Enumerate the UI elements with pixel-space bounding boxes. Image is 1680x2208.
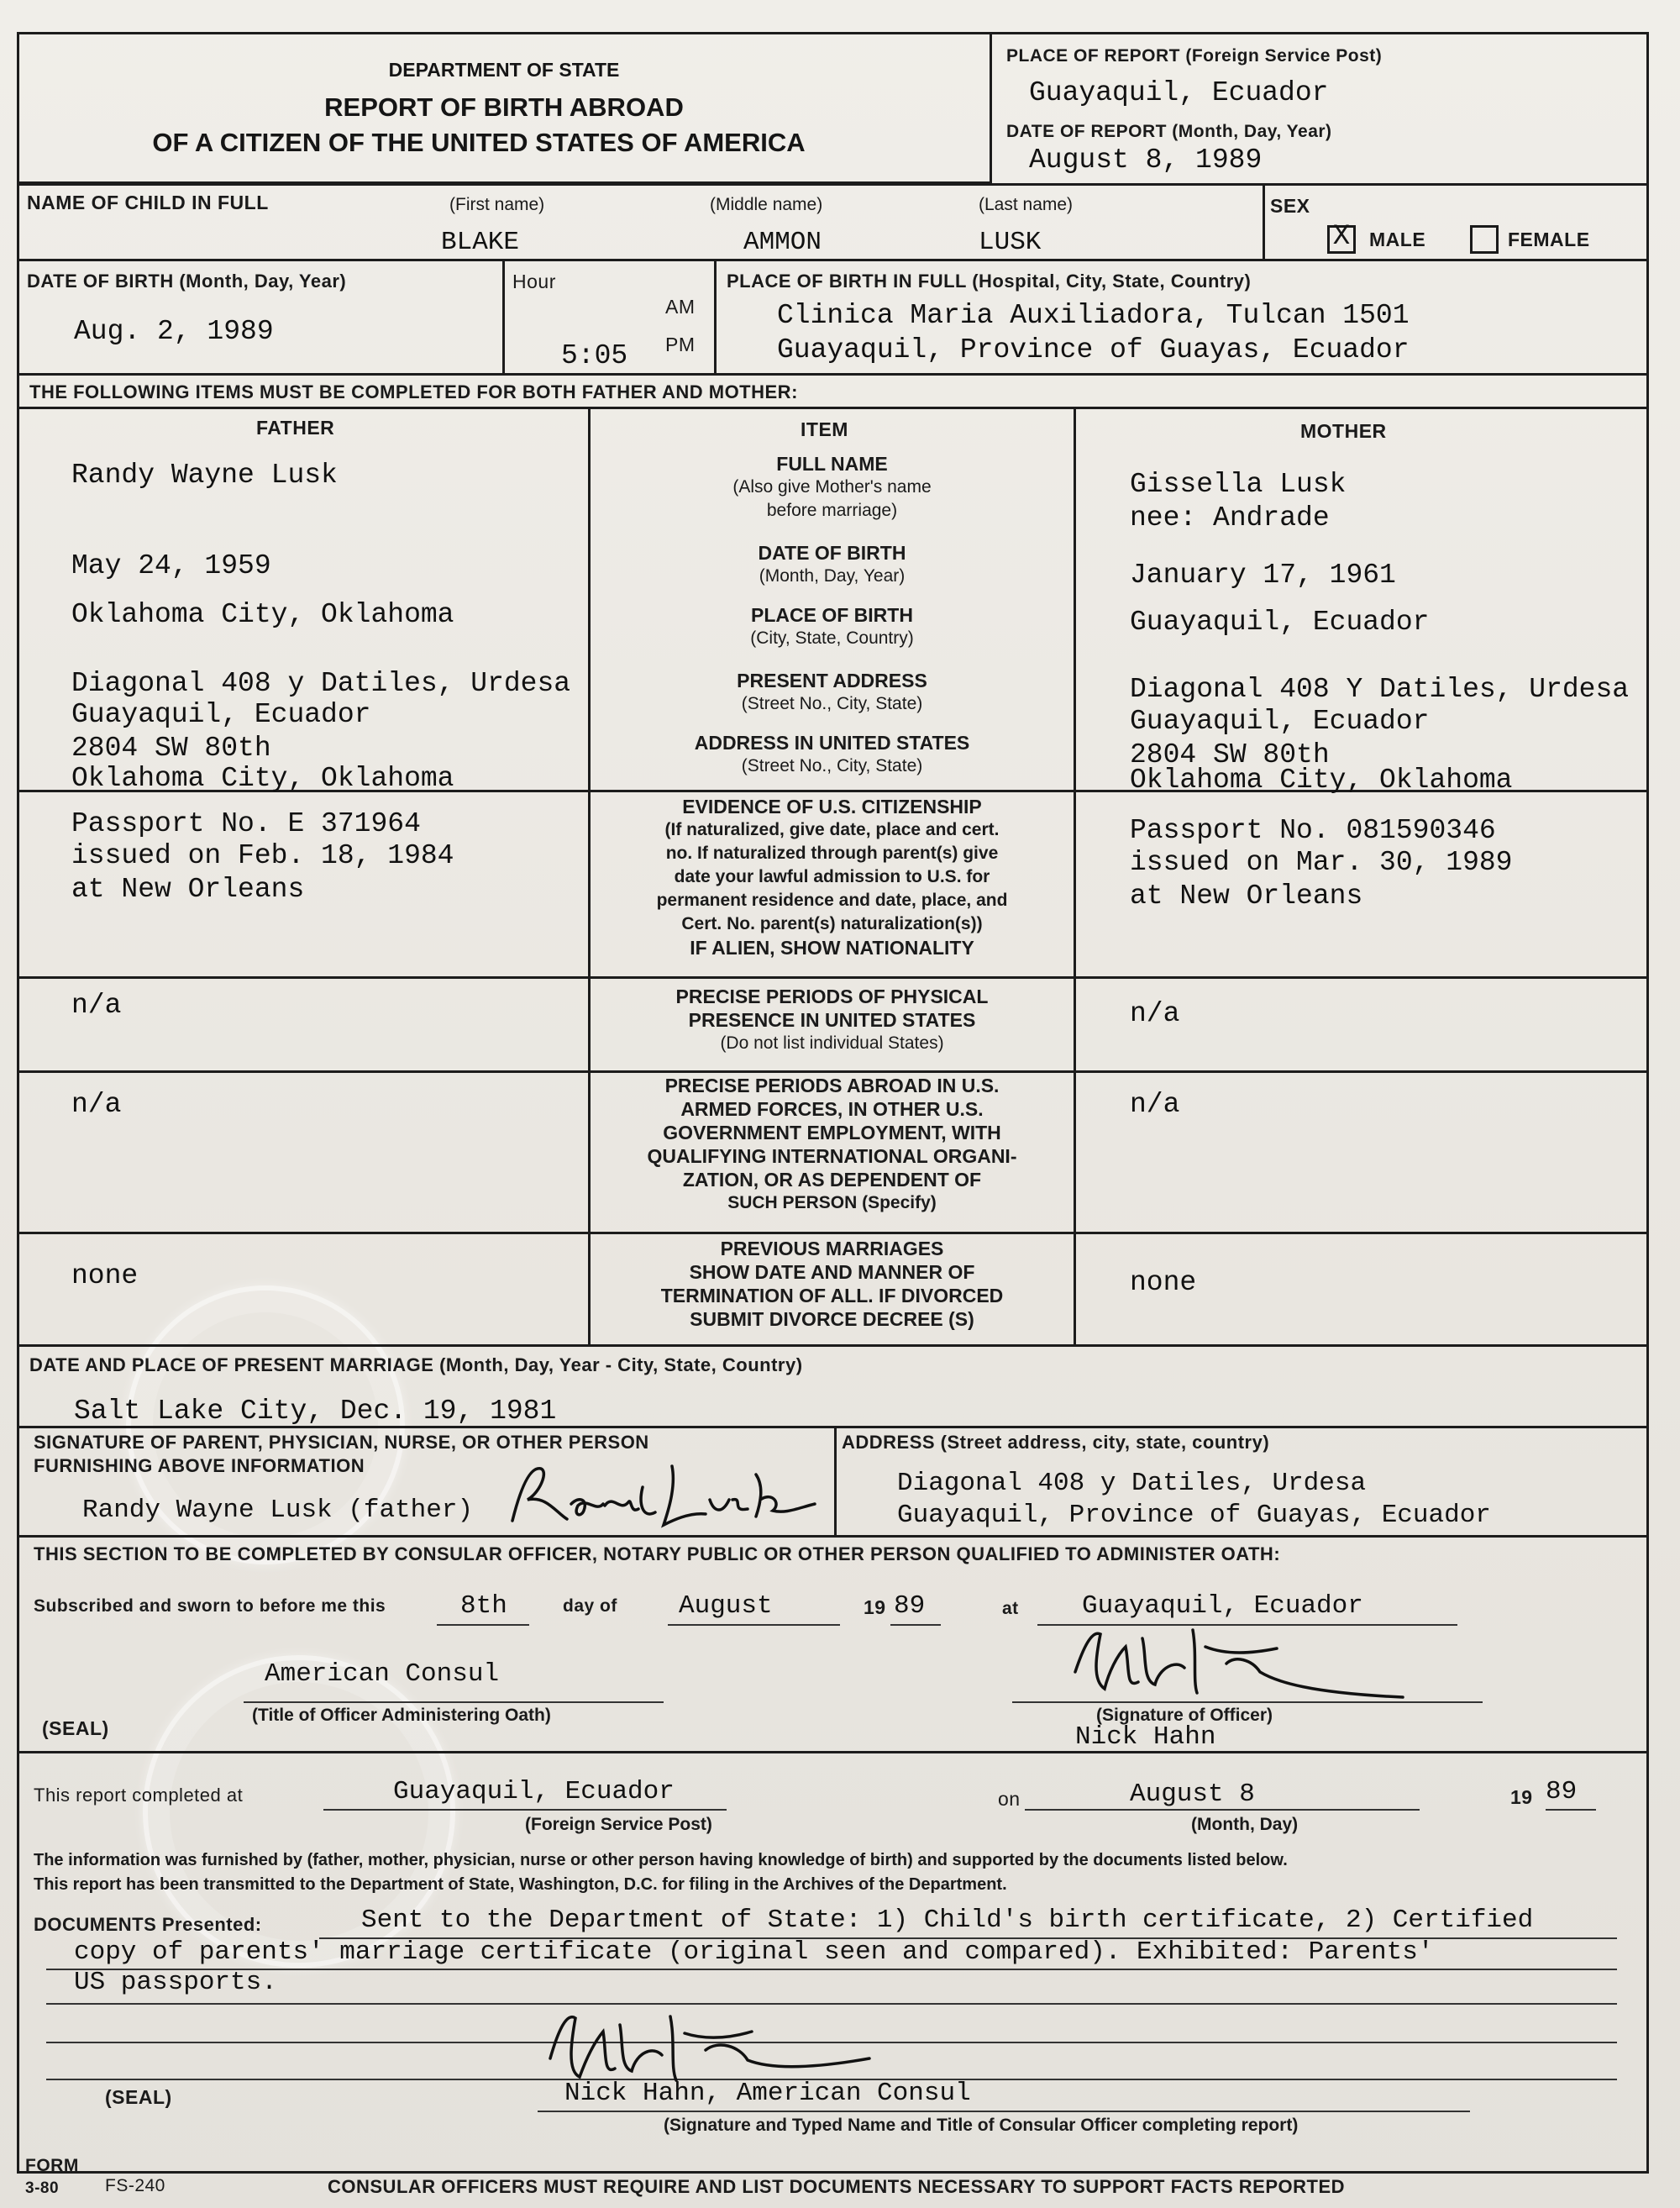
- item-presence: [591, 985, 1074, 1055]
- form-date: 3-80: [25, 2179, 60, 2197]
- male-check-mark: X: [1332, 221, 1351, 253]
- consular-seal-label: (SEAL): [42, 1717, 109, 1739]
- mother-maiden-name: nee: Andrade: [1130, 502, 1330, 534]
- parents-col-2: [1074, 407, 1076, 1346]
- item-marr-line-1: PREVIOUS MARRIAGES: [720, 1238, 944, 1259]
- child-pob-label: PLACE OF BIRTH IN FULL (Hospital, City, State, Country): [727, 271, 1252, 292]
- info-statement-2: This report has been transmitted to the Department of State, Washington, D.C. for filing in the Archives of the Department.: [34, 1875, 1007, 1894]
- officer-signature: [1058, 1622, 1411, 1706]
- informant-label-2: FURNISHING ABOVE INFORMATION: [34, 1455, 365, 1476]
- frame-left: [17, 32, 19, 2173]
- father-citizenship-line-1: Passport No. E 371964: [71, 808, 421, 839]
- row-marriages-top: [17, 1232, 1649, 1234]
- father-us-address-line-2: Oklahoma City, Oklahoma: [71, 763, 454, 794]
- complete-place-line: [323, 1809, 727, 1811]
- female-checkbox[interactable]: [1470, 225, 1499, 254]
- mother-marriages: none: [1130, 1267, 1197, 1298]
- completed-at-place-label: (Foreign Service Post): [525, 1815, 712, 1834]
- form-title-line-1: REPORT OF BIRTH ABROAD: [324, 92, 684, 122]
- informant-address-line-2: Guayaquil, Province of Guayas, Ecuador: [897, 1501, 1491, 1530]
- dob-row-top: [17, 259, 1649, 261]
- item-header: ITEM: [801, 418, 848, 440]
- completion-seal-label: (SEAL): [105, 2086, 172, 2108]
- documents-line-3: US passports.: [74, 1968, 277, 1997]
- sworn-day: 8th: [460, 1591, 507, 1621]
- place-of-report-value: Guayaquil, Ecuador: [1029, 77, 1329, 108]
- informant-divider: [834, 1426, 837, 1537]
- item-abroad-line-2: ARMED FORCES, IN OTHER U.S.: [680, 1098, 984, 1120]
- frame-top: [17, 32, 1649, 34]
- hour-label: Hour: [512, 271, 556, 292]
- parents-banner-top: [17, 373, 1649, 376]
- item-dob-line-1: DATE OF BIRTH: [758, 542, 906, 564]
- item-dob: [591, 541, 1074, 588]
- father-marriages: none: [71, 1260, 139, 1291]
- footer-note: CONSULAR OFFICERS MUST REQUIRE AND LIST DOCUMENTS NECESSARY TO SUPPORT FACTS REPORTED: [328, 2176, 1346, 2197]
- informant-name: Randy Wayne Lusk (father): [82, 1496, 474, 1525]
- item-present-address: [591, 669, 1074, 716]
- item-us-address: [591, 731, 1074, 778]
- completed-at-place: Guayaquil, Ecuador: [393, 1777, 675, 1806]
- mother-presence: n/a: [1130, 998, 1180, 1029]
- item-addr-line-2: (Street No., City, State): [741, 694, 923, 713]
- officer-title: American Consul: [265, 1659, 500, 1689]
- item-citizenship: [591, 795, 1074, 959]
- informant-signature: [504, 1454, 823, 1538]
- child-last-name: LUSK: [979, 228, 1042, 257]
- item-marr-line-4: SUBMIT DIVORCE DECREE (S): [690, 1308, 974, 1330]
- child-first-name: BLAKE: [441, 228, 520, 257]
- item-pob: [591, 603, 1074, 650]
- sworn-year-line: [890, 1624, 941, 1626]
- item-presence-line-3: (Do not list individual States): [720, 1033, 944, 1053]
- father-citizenship-line-2: issued on Feb. 18, 1984: [71, 840, 454, 871]
- department-label: DEPARTMENT OF STATE: [388, 59, 620, 81]
- row-abroad-top: [17, 1070, 1649, 1073]
- father-presence: n/a: [71, 990, 122, 1021]
- mother-pob: Guayaquil, Ecuador: [1130, 607, 1430, 638]
- mother-citizenship-line-2: issued on Mar. 30, 1989: [1130, 847, 1513, 878]
- documents-line-2: copy of parents' marriage certificate (original seen and compared). Exhibited: Parents': [74, 1937, 1434, 1967]
- marriage-row-top: [17, 1344, 1649, 1347]
- sworn-month-line: [668, 1624, 840, 1626]
- marriage-label: DATE AND PLACE OF PRESENT MARRIAGE (Month, Day, Year - City, State, Country): [29, 1354, 803, 1375]
- item-presence-line-1: PRECISE PERIODS OF PHYSICAL: [675, 986, 989, 1007]
- date-of-report-value: August 8, 1989: [1029, 145, 1263, 176]
- place-of-report-label: PLACE OF REPORT (Foreign Service Post): [1006, 46, 1383, 66]
- sworn-year: 89: [894, 1591, 926, 1621]
- item-marriages: [591, 1237, 1074, 1331]
- item-cit-line-7: IF ALIEN, SHOW NATIONALITY: [690, 937, 974, 959]
- father-pob: Oklahoma City, Oklahoma: [71, 599, 454, 630]
- completion-top: [17, 1751, 1649, 1753]
- item-abroad-line-6: SUCH PERSON (Specify): [727, 1193, 937, 1212]
- informant-address-label: ADDRESS (Street address, city, state, country): [842, 1432, 1270, 1453]
- mother-address-line-1: Diagonal 408 Y Datiles, Urdesa: [1130, 674, 1630, 705]
- officer-signature-label: (Signature of Officer): [1096, 1706, 1273, 1725]
- docs-line-2: [46, 1969, 1617, 1970]
- child-pob-line-2: Guayaquil, Province of Guayas, Ecuador: [777, 334, 1410, 365]
- father-address-line-2: Guayaquil, Ecuador: [71, 699, 371, 730]
- item-cit-line-3: no. If naturalized through parent(s) give: [665, 844, 999, 863]
- final-sig-line: [538, 2111, 1470, 2112]
- item-cit-line-5: permanent residence and date, place, and: [656, 891, 1008, 910]
- male-checkbox[interactable]: [1327, 221, 1356, 254]
- item-abroad-line-4: QUALIFYING INTERNATIONAL ORGANI-: [647, 1145, 1017, 1167]
- frame-right: [1646, 32, 1649, 2173]
- completed-on-label: on: [998, 1788, 1021, 1810]
- mother-address-line-2: Guayaquil, Ecuador: [1130, 706, 1430, 737]
- completed-at-label: This report completed at: [34, 1785, 244, 1806]
- male-label: MALE: [1369, 229, 1426, 250]
- item-us-addr-line-1: ADDRESS IN UNITED STATES: [694, 732, 970, 754]
- title-line: [244, 1701, 664, 1703]
- item-cit-line-1: EVIDENCE OF U.S. CITIZENSHIP: [682, 796, 982, 817]
- child-name-top: [17, 183, 1649, 186]
- consular-banner: THIS SECTION TO BE COMPLETED BY CONSULAR OFFICER, NOTARY PUBLIC OR OTHER PERSON QUALIFIED TO ADMINISTER OATH:: [34, 1543, 1281, 1564]
- day-of-label: day of: [563, 1596, 617, 1616]
- pob-divider: [714, 259, 717, 374]
- completed-date: August 8: [1130, 1780, 1255, 1809]
- item-presence-line-2: PRESENCE IN UNITED STATES: [688, 1009, 976, 1031]
- mother-abroad: n/a: [1130, 1089, 1180, 1120]
- father-full-name: Randy Wayne Lusk: [71, 460, 338, 491]
- parents-banner: THE FOLLOWING ITEMS MUST BE COMPLETED FOR BOTH FATHER AND MOTHER:: [29, 381, 798, 402]
- item-cit-line-2: (If naturalized, give date, place and cert.: [664, 820, 1000, 839]
- date-of-report-label: DATE OF REPORT (Month, Day, Year): [1006, 122, 1332, 141]
- consular-banner-top: [17, 1535, 1649, 1538]
- item-cit-line-6: Cert. No. parent(s) naturalization(s)): [681, 914, 983, 933]
- completed-date-label: (Month, Day): [1191, 1815, 1299, 1834]
- child-pob-line-1: Clinica Maria Auxiliadora, Tulcan 1501: [777, 300, 1410, 331]
- pm-label: PM: [665, 334, 696, 355]
- mother-us-address-line-2: Oklahoma City, Oklahoma: [1130, 765, 1513, 796]
- mother-us-address-line-1: 2804 SW 80th: [1130, 739, 1330, 770]
- sworn-month: August: [679, 1591, 773, 1621]
- child-middle-name: AMMON: [743, 228, 822, 257]
- info-statement-1: The information was furnished by (father, mother, physician, nurse or other person having knowledge of birth) and supported by the documents listed below.: [34, 1851, 1288, 1869]
- at-label: at: [1002, 1599, 1019, 1618]
- item-addr-line-1: PRESENT ADDRESS: [737, 670, 927, 691]
- sworn-day-line: [437, 1624, 529, 1626]
- year-prefix: 19: [864, 1596, 886, 1618]
- mother-header: MOTHER: [1300, 420, 1387, 442]
- item-abroad-line-5: ZATION, OR AS DEPENDENT OF: [682, 1169, 982, 1191]
- father-us-address-line-1: 2804 SW 80th: [71, 733, 271, 764]
- father-dob: May 24, 1959: [71, 550, 271, 581]
- sworn-label: Subscribed and sworn to before me this: [34, 1596, 386, 1616]
- documents-line-1: Sent to the Department of State: 1) Child's birth certificate, 2) Certified: [361, 1906, 1534, 1935]
- mother-full-name: Gissella Lusk: [1130, 469, 1347, 500]
- middle-name-label: (Middle name): [710, 195, 823, 214]
- informant-address-line-1: Diagonal 408 y Datiles, Urdesa: [897, 1469, 1367, 1498]
- father-address-line-1: Diagonal 408 y Datiles, Urdesa: [71, 668, 571, 699]
- marriage-value: Salt Lake City, Dec. 19, 1981: [74, 1396, 557, 1427]
- informant-label-1: SIGNATURE OF PARENT, PHYSICIAN, NURSE, OR OTHER PERSON: [34, 1432, 649, 1453]
- hour-divider: [502, 259, 505, 374]
- sworn-place: Guayaquil, Ecuador: [1082, 1591, 1363, 1621]
- item-cit-line-4: date your lawful admission to U.S. for: [674, 867, 990, 886]
- item-pob-line-1: PLACE OF BIRTH: [751, 604, 913, 626]
- item-full-name-line-1: FULL NAME: [776, 453, 888, 475]
- item-abroad-line-1: PRECISE PERIODS ABROAD IN U.S.: [664, 1075, 1000, 1096]
- sex-label: SEX: [1270, 195, 1310, 217]
- sex-divider: [1263, 183, 1265, 259]
- item-abroad-line-3: GOVERNMENT EMPLOYMENT, WITH: [663, 1122, 1001, 1143]
- last-name-label: (Last name): [979, 195, 1074, 214]
- mother-citizenship-line-1: Passport No. 081590346: [1130, 815, 1496, 846]
- father-abroad: n/a: [71, 1089, 122, 1120]
- mother-citizenship-line-3: at New Orleans: [1130, 881, 1363, 912]
- child-name-label: NAME OF CHILD IN FULL: [27, 192, 269, 213]
- item-full-name: [591, 452, 1074, 523]
- final-signer-name: Nick Hahn, American Consul: [564, 2079, 971, 2108]
- parents-header-top: [17, 407, 1649, 409]
- item-full-name-line-3: before marriage): [766, 501, 898, 520]
- child-dob-value: Aug. 2, 1989: [74, 316, 274, 347]
- item-marr-line-3: TERMINATION OF ALL. IF DIVORCED: [660, 1285, 1004, 1306]
- completed-year: 89: [1546, 1777, 1578, 1806]
- item-marr-line-2: SHOW DATE AND MANNER OF: [689, 1261, 975, 1283]
- complete-year-line: [1546, 1809, 1596, 1811]
- completed-year-prefix: 19: [1510, 1786, 1533, 1808]
- am-label: AM: [665, 296, 696, 318]
- item-us-addr-line-2: (Street No., City, State): [741, 756, 923, 775]
- father-header: FATHER: [256, 417, 335, 439]
- birth-hour-value: 5:05: [561, 340, 628, 371]
- final-signer-label: (Signature and Typed Name and Title of Consular Officer completing report): [664, 2116, 1299, 2135]
- item-full-name-line-2: (Also give Mother's name: [732, 477, 932, 497]
- form-title-line-2: OF A CITIZEN OF THE UNITED STATES OF AMERICA: [152, 128, 806, 157]
- mother-dob: January 17, 1961: [1130, 560, 1396, 591]
- item-dob-line-2: (Month, Day, Year): [759, 566, 906, 586]
- female-label: FEMALE: [1508, 229, 1590, 250]
- complete-date-line: [1025, 1809, 1420, 1811]
- officer-name: Nick Hahn: [1075, 1722, 1216, 1752]
- form-label: FORM: [25, 2156, 79, 2175]
- form-number: FS-240: [105, 2176, 165, 2195]
- documents-label: DOCUMENTS Presented:: [34, 1914, 262, 1935]
- item-abroad: [591, 1074, 1074, 1215]
- father-citizenship-line-3: at New Orleans: [71, 874, 305, 905]
- item-pob-line-2: (City, State, Country): [750, 628, 914, 648]
- child-dob-label: DATE OF BIRTH (Month, Day, Year): [27, 271, 347, 292]
- officer-title-label: (Title of Officer Administering Oath): [252, 1706, 551, 1725]
- first-name-label: (First name): [449, 195, 545, 214]
- frame-bottom: [17, 2171, 1649, 2174]
- row-presence-top: [17, 976, 1649, 979]
